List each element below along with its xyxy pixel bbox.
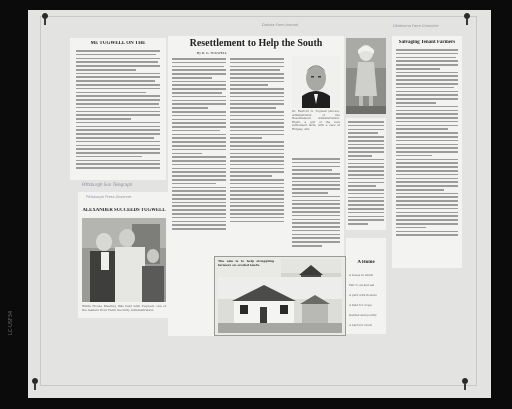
small-clipping [78,192,170,318]
houses-panel [214,256,346,336]
portrait-caption: Dr. Rexford G. Tugwell (Above), Administrator of the Resettlement Administration. Right, a girl of the new settlement farm, with a view at Ridgley, Ark. [292,110,340,131]
home-list-box [346,238,386,334]
child-photo [346,38,386,114]
home-list-item: A field for crops [349,303,372,307]
houses-panel-caption: The aim is to help struggling farmers on eroded lands. [218,259,274,267]
pin-bottom-right [460,378,470,390]
home-list-item: Fair to sit and eat [349,283,375,287]
main-article-column-2 [230,58,284,254]
meeting-photo [82,218,166,302]
tugwell-portrait [292,56,340,108]
main-article-source: Dakota Farm Journal [262,23,298,27]
home-list-item: A yard with flowers [349,293,377,297]
right-clipping [392,36,462,268]
house-photo [218,277,342,333]
home-list-title: A Home [357,260,375,265]
main-article-column-1 [172,58,226,254]
pin-top-left [40,13,50,25]
pin-top-right [462,13,472,25]
left-clipping-body [76,50,160,176]
home-list-item: Garden and poultry [349,313,377,317]
right-clipping-body [396,49,458,265]
archive-stamp: LC-USF34 [8,310,14,335]
home-list-item: A house in which [349,273,374,277]
right-clipping-source: Oklahoma Farm Chronicle [393,24,439,28]
meeting-photo-caption: White House Meeting Was held with Tugwell, one of the leaders from Farm Security Administration [82,304,166,312]
small-clipping-headline: ALEXANDER SUCCEEDS TUGWELL [82,208,166,213]
left-handwritten-note: Pittsburgh Sun Telegraph [82,182,133,187]
main-article-byline: By R. G. TUGWELL [196,51,228,55]
main-article-column-3 [292,158,340,254]
home-list [349,270,384,330]
right-clipping-headline: Salvaging Tenant Farmers [398,40,456,45]
left-clipping [70,38,166,180]
main-article [168,36,344,336]
continuation-column [346,118,386,230]
pin-bottom-left [30,378,40,390]
small-clipping-source: Pittsburgh Press Observer [86,195,132,199]
left-clipping-headline: Mr. TUGWELL ON THE [90,41,146,46]
main-article-headline: Resettlement to Help the South [189,38,323,49]
home-list-item: A barn for stock [349,323,372,327]
